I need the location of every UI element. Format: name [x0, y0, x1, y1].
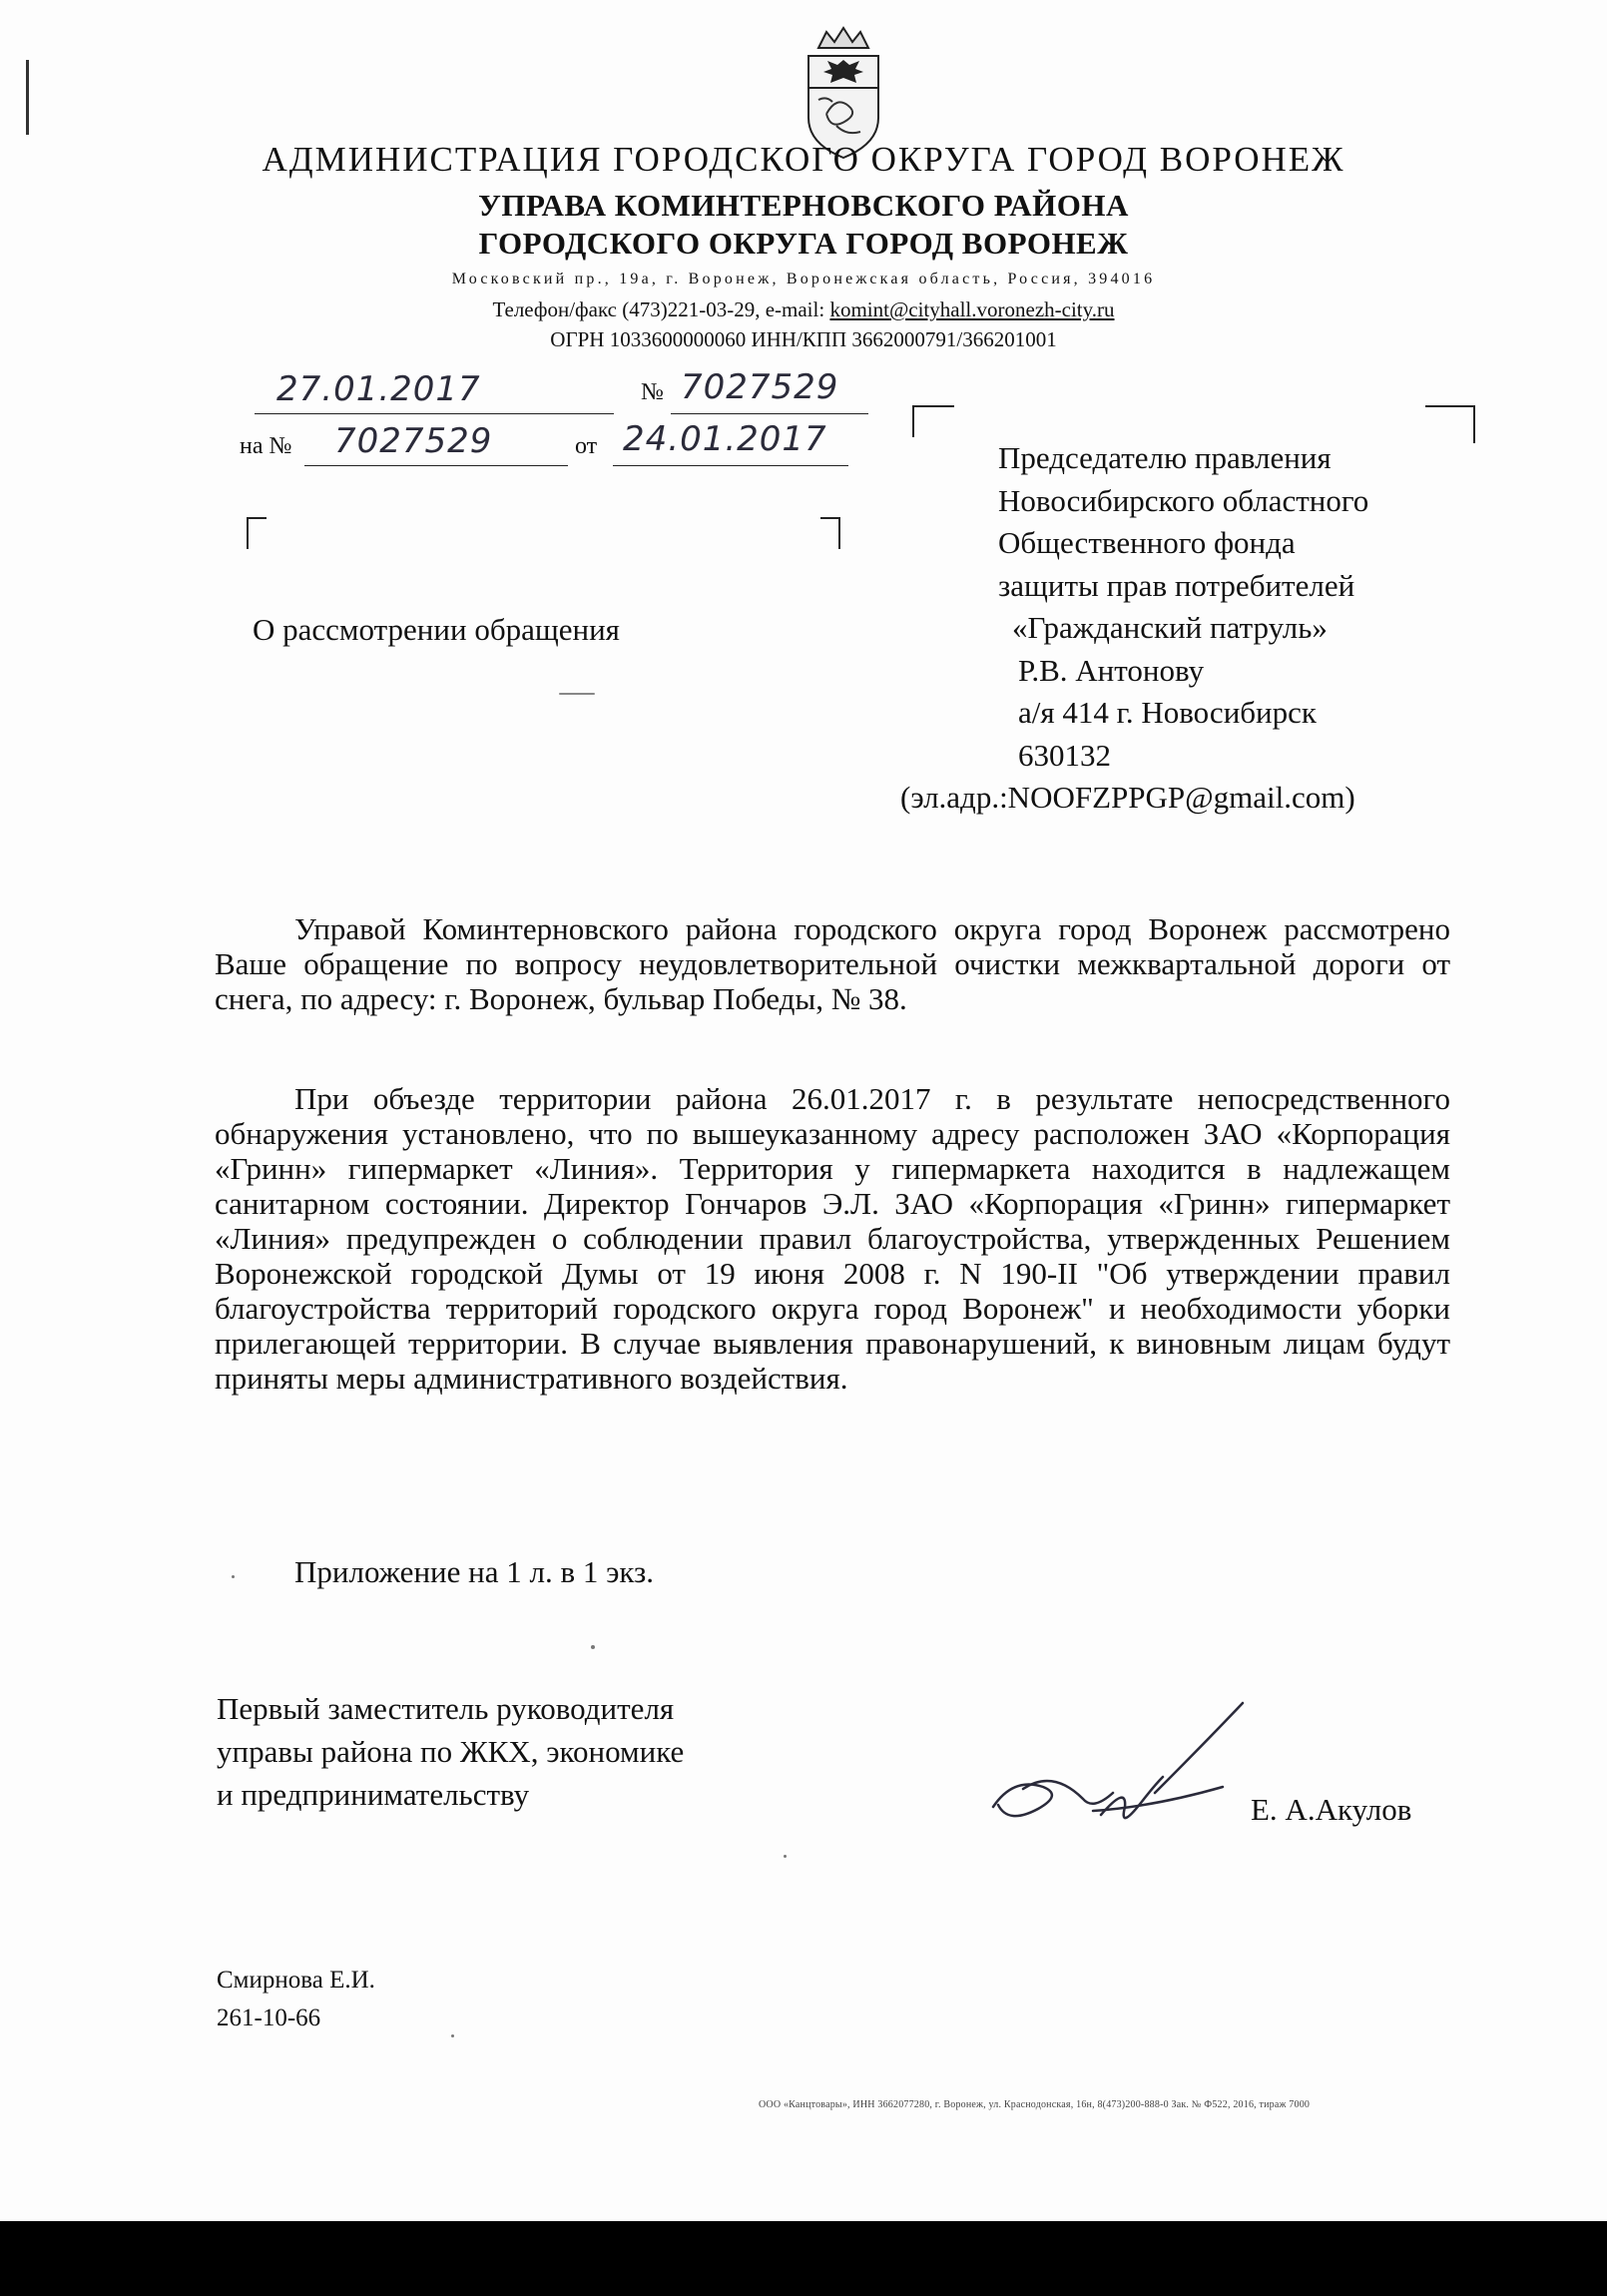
subject-bracket-left: [247, 517, 267, 549]
letter-body-2: [215, 1081, 1450, 1396]
printer-imprint: ООО «Канцтовары», ИНН 3662077280, г. Воронеж, ул. Краснодонская, 16н, 8(473)200-888-0 Зак. № Ф522, 2016, тираж 7000: [759, 2099, 1311, 2110]
administration-title: АДМИНИСТРАЦИЯ ГОРОДСКОГО ОКРУГА ГОРОД ВОРОНЕЖ: [262, 140, 1345, 179]
recipient-name: Р.В. Антонову: [1018, 652, 1205, 688]
executor-phone: 261-10-66: [217, 2005, 321, 2031]
handwritten-signature: [983, 1697, 1263, 1837]
recipient-bracket-right: [1425, 405, 1475, 443]
scan-speck: [232, 1575, 235, 1578]
ogrn-inn-line: ОГРН 1033600000060 ИНН/КПП 3662000791/366201001: [550, 327, 1057, 351]
ref-date: 24.01.2017: [623, 419, 827, 459]
recipient-line: 630132: [1018, 737, 1111, 773]
ref-number: 7027529: [334, 421, 493, 461]
signatory-title-line: управы района по ЖКХ, экономике: [217, 1734, 685, 1769]
recipient-block: [900, 437, 1369, 820]
ref-date-field: [613, 419, 848, 466]
ref-number-label: на №: [240, 433, 292, 459]
scan-bottom-border: [0, 2221, 1607, 2296]
subject-bracket-right: [820, 517, 840, 549]
signatory-name: Е. А.Акулов: [1251, 1792, 1412, 1827]
ref-number-field: [304, 421, 568, 466]
body-paragraph: Управой Коминтерновского района городского округа город Воронеж рассмотрено Ваше обращение по вопросу неудовлетворительной очистки межквартальной дороги от снега, по адресу: г. Воронеж, бульвар Победы, № 38.: [215, 911, 1450, 1016]
body-paragraph: При объезде территории района 26.01.2017 г. в результате непосредственного обнаружения установлено, что по вышеуказанному адресу расположен ЗАО «Корпорация «Гринн» гипермаркет «Линия». Территория у гипермаркета находится в надлежащем санитарном состоянии. Директор Гончаров Э.Л. ЗАО «Корпорация «Гринн» гипермаркет «Линия» предупрежден о соблюдении правил благоустройства, утвержденных Решением Воронежской городской Думы от 19 июня 2008 г. N 190-II "Об утверждении правил благоустройства территорий городского округа город Воронеж" и необходимости уборки прилегающей территории. В случае выявления правонарушений, к виновным лицам будут приняты меры административного воздействия.: [215, 1081, 1450, 1396]
letter-subject: О рассмотрении обращения: [253, 612, 620, 647]
outgoing-date-field: [255, 369, 614, 414]
scan-speck: [451, 2034, 454, 2037]
postal-address: Московский пр., 19а, г. Воронеж, Воронежская область, Россия, 394016: [451, 271, 1156, 287]
phone-fax: Телефон/факс (473)221-03-29, e-mail:: [492, 297, 830, 321]
ref-from-label: от: [575, 433, 598, 459]
recipient-email: (эл.адр.:NOOFZPPGP@gmail.com): [900, 780, 1355, 815]
outgoing-date: 27.01.2017: [276, 369, 481, 409]
scan-speck: [784, 1855, 787, 1858]
recipient-line: «Гражданский патруль»: [1012, 610, 1328, 645]
outgoing-number-field: [671, 367, 868, 414]
signatory-title-line: Первый заместитель руководителя: [217, 1691, 675, 1726]
recipient-line: защиты прав потребителей: [998, 567, 1355, 603]
recipient-line: а/я 414 г. Новосибирск: [1018, 695, 1317, 730]
signatory-title: [217, 1687, 684, 1816]
scan-speck: [591, 1645, 595, 1649]
signatory-title-line: и предпринимательству: [217, 1777, 530, 1812]
department-title-1: УПРАВА КОМИНТЕРНОВСКОГО РАЙОНА: [478, 188, 1129, 223]
email-link[interactable]: komint@cityhall.voronezh-city.ru: [829, 297, 1115, 321]
recipient-line: Председателю правления: [998, 440, 1332, 475]
scan-speck: [559, 693, 595, 695]
outgoing-number: 7027529: [681, 367, 839, 407]
recipient-bracket-left: [912, 405, 954, 437]
recipient-line: Новосибирского областного: [998, 482, 1369, 518]
contact-line: [0, 297, 1607, 322]
executor-block: [217, 1962, 375, 2037]
letter-body: [215, 911, 1450, 1016]
attachment-note: Приложение на 1 л. в 1 экз.: [294, 1554, 655, 1589]
recipient-line: Общественного фонда: [998, 525, 1296, 560]
executor-name: Смирнова Е.И.: [217, 1967, 375, 1994]
scan-artifact-mark: [26, 60, 29, 135]
number-label: №: [641, 379, 664, 405]
department-title-2: ГОРОДСКОГО ОКРУГА ГОРОД ВОРОНЕЖ: [478, 226, 1129, 261]
letter-body-3: [215, 1554, 1450, 1589]
